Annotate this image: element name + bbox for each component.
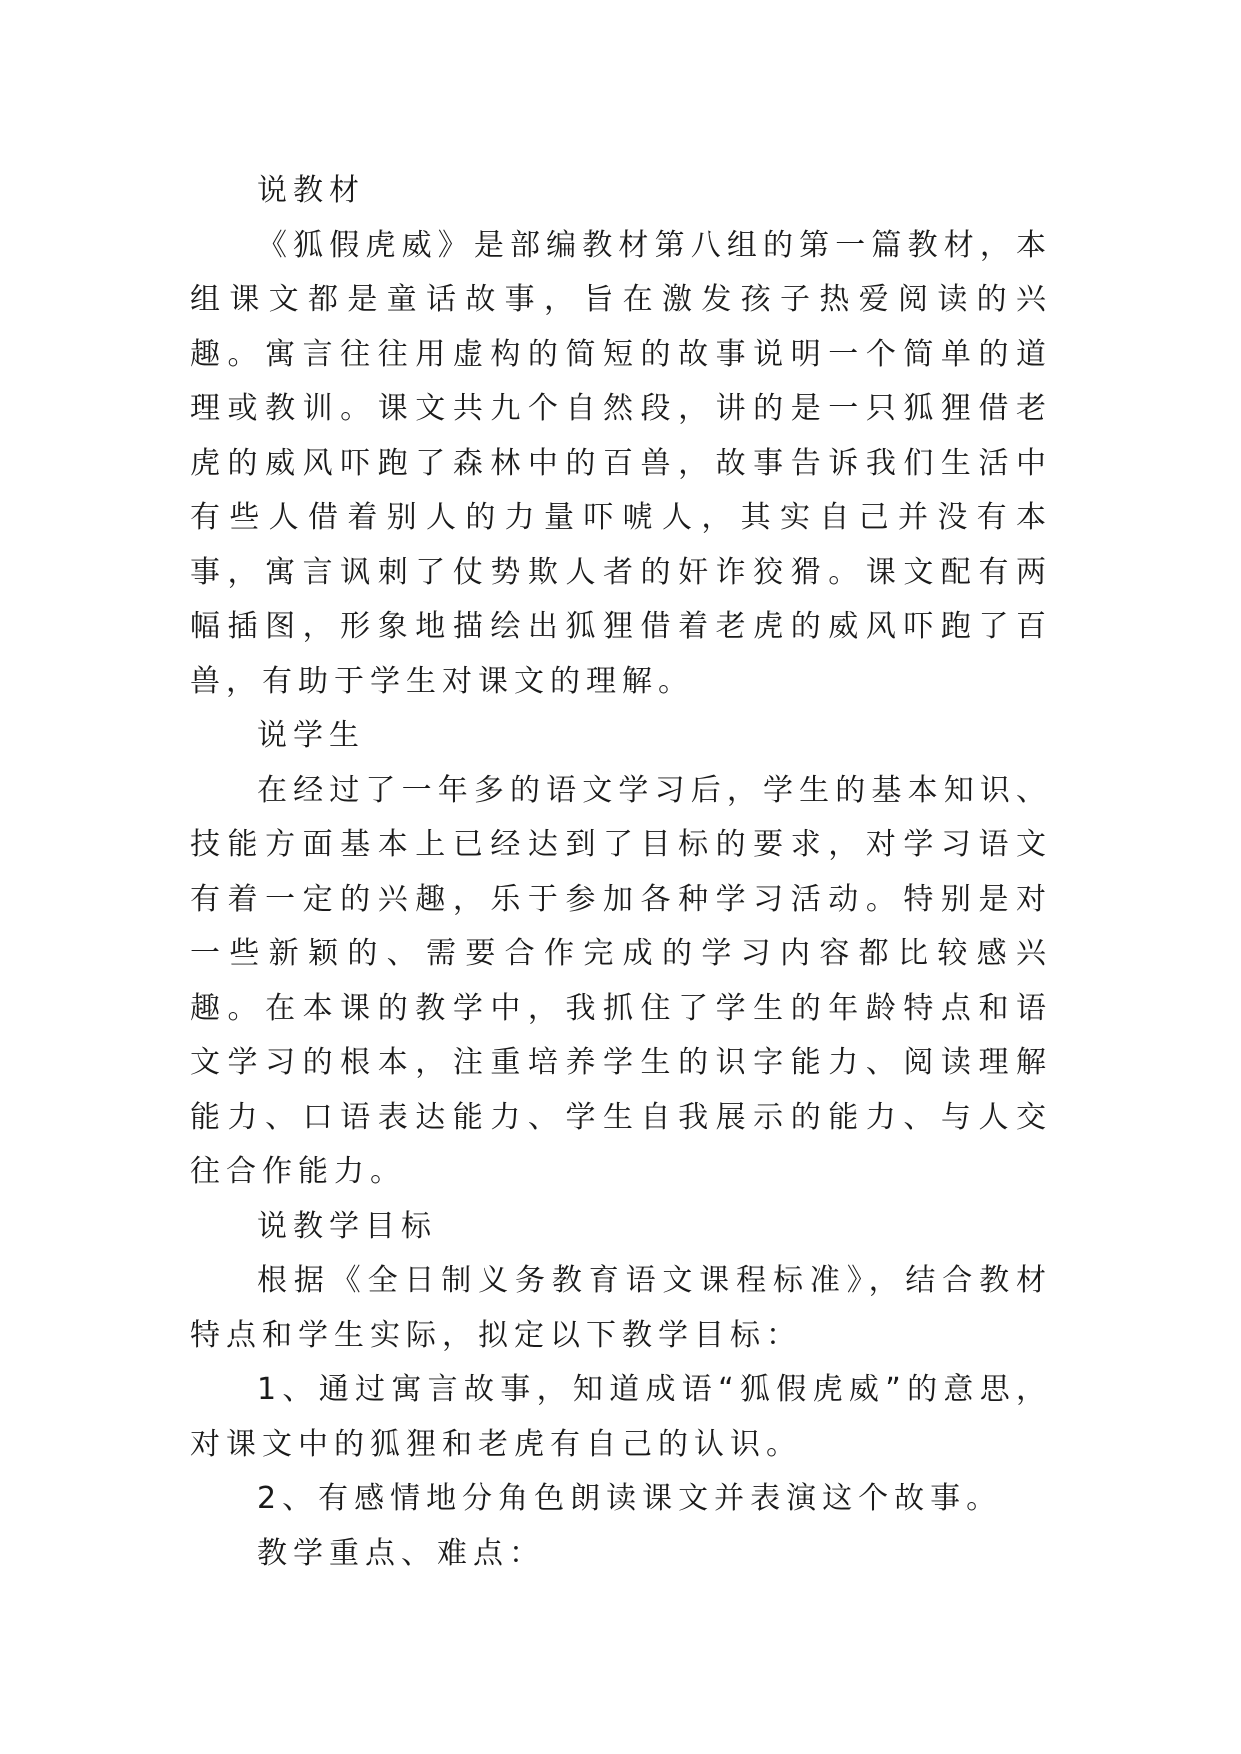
section-heading-textbook: 说教材 (257, 173, 365, 208)
document-body (190, 164, 1052, 1581)
paragraph-goals-intro: 根据《全日制义务教育语文课程标准》，结合教材特点和学生实际，拟定以下教学目标： (190, 1263, 1052, 1353)
paragraph-key-points-heading: 教学重点、难点： (257, 1535, 545, 1571)
paragraph-goal-2: 2、有感情地分角色朗读课文并表演这个故事。 (257, 1481, 1003, 1516)
paragraph-goal-1: 1、通过寓言故事，知道成语“狐假虎威”的意思，对课文中的狐狸和老虎有自己的认识。 (190, 1372, 1052, 1462)
section-heading-students: 说学生 (257, 718, 365, 753)
paragraph-textbook: 《狐假虎威》是部编教材第八组的第一篇教材，本组课文都是童话故事，旨在激发孩子热爱阅读的兴趣。寓言往往用虚构的简短的故事说明一个简单的道理或教训。课文共九个自然段，讲的是一只狐狸借老虎的威风吓跑了森林中的百兽，故事告诉我们生活中有些人借着别人的力量吓唬人，其实自己并没有本事，寓言讽刺了仗势欺人者的奸诈狡猾。课文配有两幅插图，形象地描绘出狐狸借着老虎的威风吓跑了百兽，有助于学生对课文的理解。 (190, 227, 1052, 699)
section-heading-teaching-goals: 说教学目标 (257, 1208, 437, 1244)
paragraph-students: 在经过了一年多的语文学习后，学生的基本知识、技能方面基本上已经达到了目标的要求，对学习语文有着一定的兴趣，乐于参加各种学习活动。特别是对一些新颖的、需要合作完成的学习内容都比较感兴趣。在本课的教学中，我抓住了学生的年龄特点和语文学习的根本，注重培养学生的识字能力、阅读理解能力、口语表达能力、学生自我展示的能力、与人交往合作能力。 (190, 772, 1052, 1189)
